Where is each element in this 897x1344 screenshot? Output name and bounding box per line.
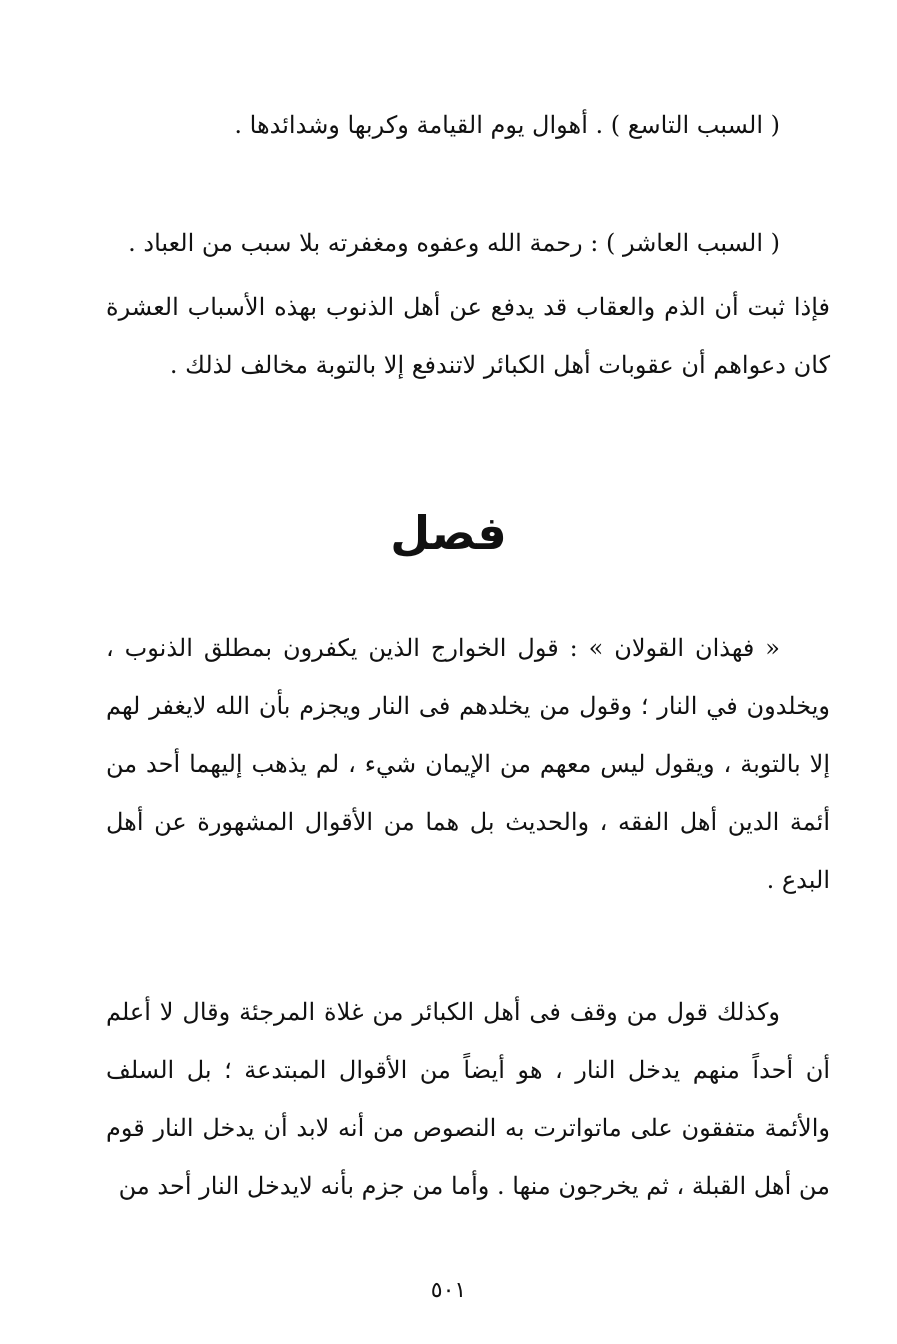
page-number: ٥٠١: [430, 1278, 467, 1303]
conclusion-paragraph: فإذا ثبت أن الذم والعقاب قد يدفع عن أهل الذنوب بهذه الأسباب العشرة كان دعواهم أن عقوبات أهل الكبائر لاتندفع إلا بالتوبة مخالف لذلك .: [106, 293, 830, 379]
first-paragraph: « فهذان القولان » : قول الخوارج الذين يكفرون بمطلق الذنوب ، ويخلدون في النار ؛ وقول من يخلدهم فى النار ويجزم بأن الله لايغفر لهم إلا بالتوبة ، ويقول ليس معهم من الإيمان شيء ، لم يذهب إليهما أحد من أئمة الدين أهل الفقه ، والحديث بل هما من الأقوال المشهورة عن أهل البدع .: [106, 634, 831, 894]
tenth-cause-paragraph: ( السبب العاشر ) : رحمة الله وعفوه ومغفرته بلا سبب من العباد .: [128, 229, 780, 257]
ninth-cause-paragraph: ( السبب التاسع ) . أهوال يوم القيامة وكربها وشدائدها .: [234, 111, 780, 139]
second-paragraph: وكذلك قول من وقف فى أهل الكبائر من غلاة المرجئة وقال لا أعلم أن أحداً منهم يدخل النار ، هو أيضاً من الأقوال المبتدعة ؛ بل السلف والأئمة متفقون على ماتواترت به النصوص من أنه لابد أن يدخل النار قوم من أهل القبلة ، ثم يخرجون منها . وأما من جزم بأنه لايدخل النار أحد من: [106, 998, 830, 1200]
section-heading: فصل: [390, 506, 507, 560]
